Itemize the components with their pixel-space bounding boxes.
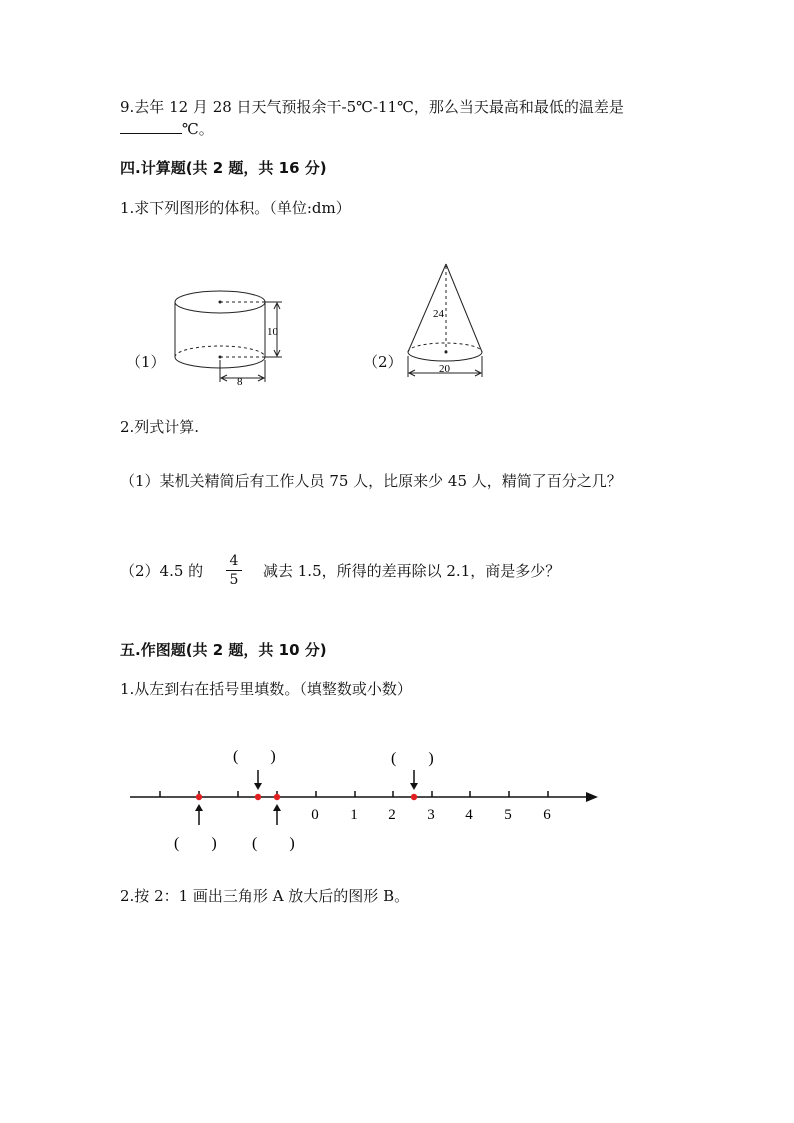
ticks-group <box>160 791 551 823</box>
tick-label: 2 <box>388 807 396 823</box>
fraction-numerator: 4 <box>229 553 239 569</box>
number-line-point <box>411 794 417 800</box>
fig2-height: 24 <box>433 308 444 320</box>
fig1-height: 10 <box>267 326 278 338</box>
tick-label: 5 <box>504 807 512 823</box>
section-5-title: 五.作图题(共 2 题，共 10 分) <box>120 641 327 659</box>
number-line-point <box>274 794 280 800</box>
calc2-sub1: （1）某机关精简后有工作人员 75 人，比原来少 45 人，精简了百分之几？ <box>120 472 622 490</box>
bracket-top-left: ( ) <box>233 748 276 765</box>
number-line-point <box>255 794 261 800</box>
calc2-sub2-suffix: 减去 1.5，所得的差再除以 2.1，商是多少？ <box>263 562 561 580</box>
axis-arrowhead <box>586 792 598 802</box>
section-4-title: 四.计算题(共 2 题，共 16 分) <box>120 159 327 177</box>
bracket-bottom-right: ( ) <box>252 835 295 852</box>
number-line-point <box>196 794 202 800</box>
bracket-top-right: ( ) <box>391 750 434 767</box>
calc2-prompt: 2.列式计算. <box>120 418 200 436</box>
bracket-bottom-left: ( ) <box>174 835 217 852</box>
tick-label: 0 <box>311 807 319 823</box>
calc2-sub2-prefix: （2）4.5 的 <box>120 562 204 580</box>
tick-label: 3 <box>427 807 435 823</box>
fig1-label: （1） <box>126 353 166 371</box>
q9-text: 9.去年 12 月 28 日天气预报余干-5℃-11℃，那么当天最高和最低的温差是 <box>120 98 624 116</box>
tick-label: 4 <box>465 807 473 823</box>
fraction-denominator: 5 <box>229 572 239 588</box>
q9-unit: ℃。 <box>182 120 214 138</box>
draw2-prompt: 2.按 2：1 画出三角形 A 放大后的图形 B。 <box>120 887 410 905</box>
tick-label: 6 <box>543 807 551 823</box>
draw1-prompt: 1.从左到右在括号里填数。（填整数或小数） <box>120 680 412 698</box>
calc1-prompt: 1.求下列图形的体积。（单位:dm） <box>120 199 351 217</box>
fig2-label: （2） <box>363 353 403 371</box>
fig1-radius: 8 <box>237 376 243 388</box>
tick-label: 1 <box>350 807 358 823</box>
fig2-diameter: 20 <box>439 363 450 375</box>
